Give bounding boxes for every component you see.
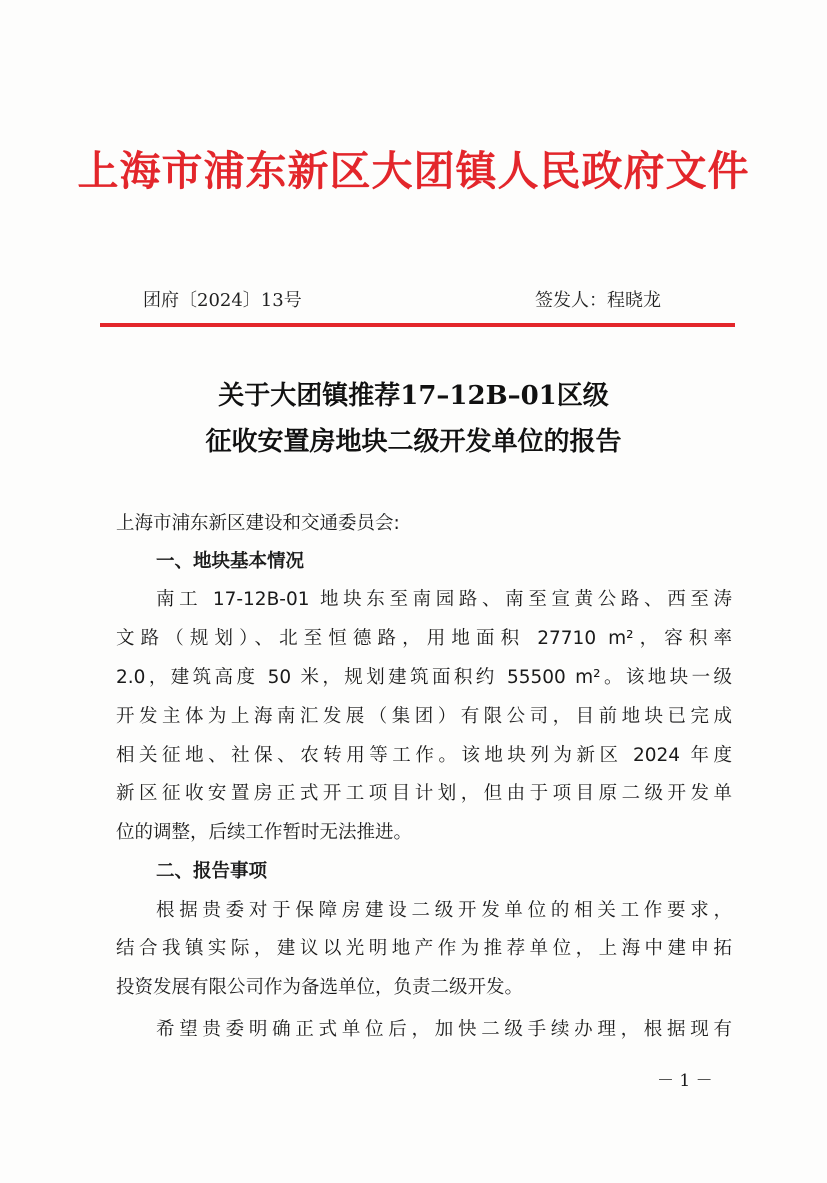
- paragraph-line: 2.0，建筑高度 50 米，规划建筑面积约 55500 m²。该地块一级: [116, 667, 732, 688]
- document-number: 团府〔2024〕13号: [143, 290, 302, 311]
- signer: 签发人：程晓龙: [535, 290, 661, 311]
- section-heading: 二、报告事项: [156, 861, 268, 882]
- salutation: 上海市浦东新区建设和交通委员会:: [116, 513, 400, 534]
- paragraph-line: 投资发展有限公司作为备选单位，负责二级开发。: [116, 977, 524, 998]
- paragraph-line: 南工 17-12B-01 地块东至南园路、南至宣黄公路、西至涛: [156, 589, 732, 610]
- paragraph-line: 结合我镇实际，建议以光明地产作为推荐单位，上海中建申拓: [116, 938, 732, 959]
- paragraph-line: 根据贵委对于保障房建设二级开发单位的相关工作要求，: [156, 900, 732, 921]
- issuing-authority-title: 上海市浦东新区大团镇人民政府文件: [77, 147, 750, 195]
- report-title-line-2: 征收安置房地块二级开发单位的报告: [205, 427, 622, 457]
- page-number: － 1 －: [657, 1071, 713, 1091]
- report-title-line-1: 关于大团镇推荐17–12B–01区级: [218, 381, 609, 411]
- paragraph-line: 开发主体为上海南汇发展（集团）有限公司，目前地块已完成: [116, 706, 732, 727]
- red-divider: [100, 323, 735, 327]
- paragraph-line: 新区征收安置房正式开工项目计划，但由于项目原二级开发单: [116, 783, 732, 804]
- paragraph-line: 希望贵委明确正式单位后，加快二级手续办理，根据现有: [156, 1019, 732, 1040]
- paragraph-line: 相关征地、社保、农转用等工作。该地块列为新区 2024 年度: [116, 745, 732, 766]
- section-heading: 一、地块基本情况: [156, 551, 305, 572]
- paragraph-line: 位的调整，后续工作暂时无法推进。: [116, 822, 413, 843]
- paragraph-line: 文路（规划）、北至恒德路，用地面积 27710 m²，容积率: [116, 628, 732, 649]
